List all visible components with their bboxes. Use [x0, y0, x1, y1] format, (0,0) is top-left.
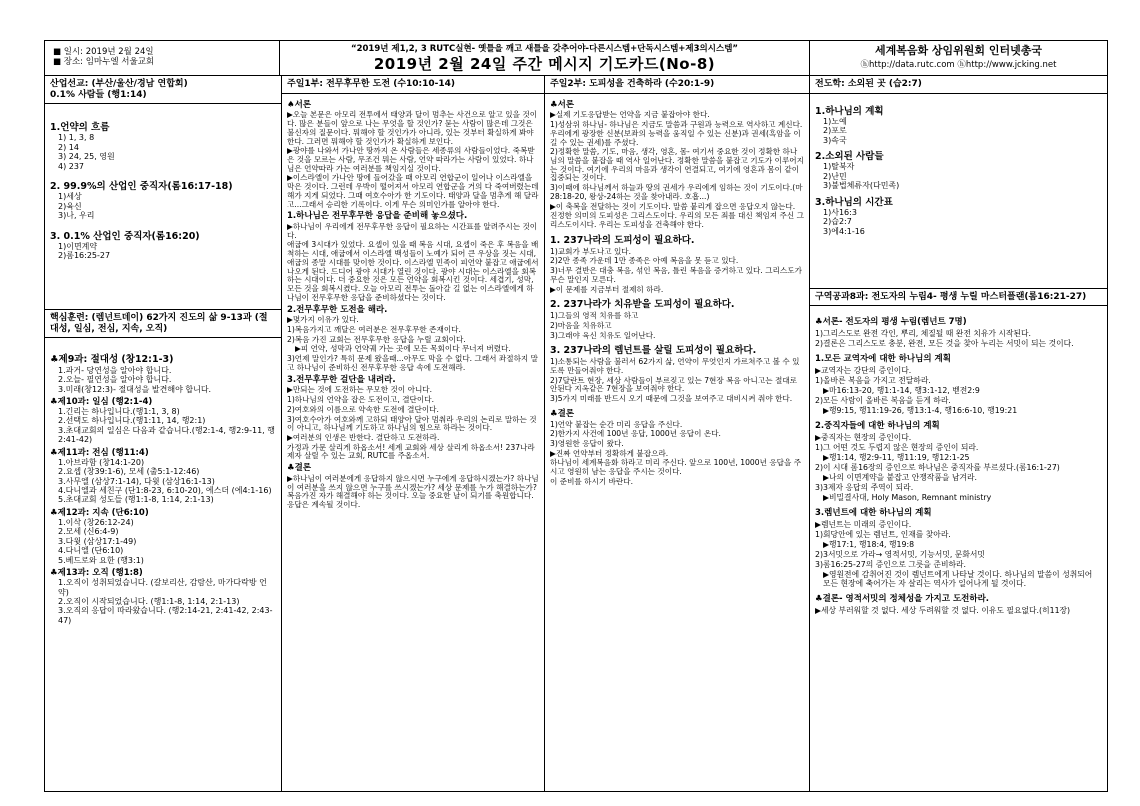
paragraph: 3)언제 말인가? 특히 문제 왔을때...아무도 막을 수 없다. 그래서 좌절하지 말고 하나님이 준비하신 전무후무한 응답 속에 도전해라. [287, 354, 539, 372]
paragraph: ▶교역자는 강단의 증인이다. [815, 366, 912, 375]
title-box [280, 41, 810, 76]
column-body [810, 94, 1107, 288]
paragraph: 1)그들의 영적 치유를 하고 [550, 311, 639, 321]
lesson-title: ♣제12과: 지속 (단6:10) [50, 507, 149, 518]
column-caption: 전도학: 소외된 곳 (습2:7) [810, 76, 1107, 94]
paragraph: ▶이 축복을 전달하는 것이 기도이다. 말씀 붙리게 잡으면 응답오지 않는다. [550, 201, 796, 211]
list-item: 3.사무엘 (삼상7:1-14), 다윗 (삼상16:1-13) [58, 476, 215, 486]
list-item: 1)세상 [58, 192, 82, 202]
paragraph: 2)한가지 사건에 100년 응답, 1000년 응답이 온다. [550, 429, 721, 439]
column-body [282, 94, 544, 514]
conclusion-title: ♣결론 [550, 408, 575, 419]
paragraph: ▶만되는 것에 도전하는 무모한 것이 아니다. [287, 385, 433, 395]
org-name: 세계복음화 상임위원회 인터넷총국 [874, 44, 1043, 57]
paragraph: 2)2만 종족 가운데 1만 종족은 아예 복음을 못 듣고 있다. [550, 256, 739, 266]
paragraph: 3)여호수아가 여호와께 고하되 태양아 달아 멈춰라 우리의 논리로 말하는 것이 아니고, 하나님께 기도하고 하나님의 힘으로 하라는 것이다. [287, 414, 537, 433]
cell-lesson-section [810, 288, 1107, 620]
paragraph: ▶실제 기도응답받는 언약을 지금 붙잡아야 한다. [550, 110, 710, 120]
list-item: 4.다니엘 (단6:10) [58, 546, 124, 556]
column-body [545, 94, 809, 491]
column-caption: 주일1부: 전무후무한 도전 (수10:10-14) [282, 76, 544, 94]
paragraph: 1)복음가지고 깨달은 여러분은 전무후무한 존재이다. [287, 325, 461, 334]
part-title: 2.전무후무한 도전을 해라. [287, 304, 388, 315]
cell-lesson-body [810, 306, 1107, 619]
paragraph: ▶하나님이 우리에게 전무후무한 응답이 필요하는 시간표를 알려주시는 것이다. [287, 222, 538, 240]
caption-line: 산업선교: (부산/울산/경남 연합회) [50, 79, 188, 89]
list-item: 3)나, 우리 [58, 211, 95, 221]
paragraph: 3)3제자 응답의 주역이 되라. [815, 483, 914, 493]
column-sunday-service-1 [282, 76, 545, 791]
list-item: 2.요셉 (창39:1-6), 모세 (출5:1-12:46) [58, 467, 200, 477]
list-item: 2)롬16:25-27 [58, 251, 111, 261]
lesson-title: ♣제9과: 절대성 (창12:1-3) [50, 354, 174, 366]
cell-lesson-caption: 구역공과8과: 전도자의 누림4- 평생 누릴 마스터플랜(롬16:21-27) [810, 289, 1107, 307]
paragraph: ▶영원전에 감취어진 것이 렘넌트에게 나타날 것이다. 하나님의 말씀이 성취되어 모든 현장에 축어가는 자 살리는 역사가 일어나게 될 것이다. [823, 570, 1093, 589]
paragraph: 1)그 어떤 것도 두렵지 않은 현장의 증인이 되라. [815, 443, 979, 453]
list-item: 5.베드로와 요한 (행3:1) [58, 555, 144, 565]
conclusion-title: ♣결론 [287, 463, 312, 474]
part-title: 2. 237나라가 치유받을 도피성이 필요하다. [550, 299, 735, 311]
paragraph: ▶중직자는 현장의 증인이다. [815, 433, 912, 443]
list-item: 2)난민 [823, 171, 847, 181]
date-line: ■ 일시: 2019년 2월 24일 [53, 47, 154, 57]
list-item: 1.긴리는 하나입니다.(행1:1, 3, 8) [58, 406, 180, 416]
paragraph: ▶행17:1, 행18:4, 행19:8 [823, 540, 915, 550]
list-item: 2.모세 (신6:4-9) [58, 527, 119, 537]
paragraph: 1)소통되는 사람을 불러서 62가지 삶, 언약이 무엇인지 가르쳐주고 볼 수 있도록 만들어줘야 한다. [550, 357, 800, 375]
place-line: ■ 장소: 임마누엘 서울교회 [53, 57, 155, 68]
paragraph: 3)롬16:25-27의 증인으로 그릇을 준비하라. [815, 560, 967, 570]
paragraph: ▶렘넌트는 미래의 증인이다. [815, 520, 912, 530]
section-title: 2.소외된 사람들 [815, 151, 884, 163]
paragraph: 2)정확한 말씀, 기도, 마음, 생각, 영혼, 몸- 여기서 중요한 것이 정확한 하나님의 말씀을 붙잡을 때 역사 일어난다. 정확한 말씀을 붙잡고 기도가 이루어지는 것이다. 여기에 우리의 마음과 생각이 연결되고, 여기에 영혼과 몸이 같이 집중되는 것이다. [550, 147, 804, 183]
section-title: 1.언약의 흐름 [50, 122, 110, 134]
paragraph: ▶마16:13-20, 행1:1-14, 행3:1-12, 벧전2:9 [823, 386, 980, 396]
part-title: 3. 237나라의 렘넌트를 살릴 도피성이 필요하다. [550, 345, 757, 357]
paragraph: ▶몇가지 이유가 있다. [287, 315, 359, 325]
lesson-title: ♣제13과: 오직 (행1:8) [50, 568, 143, 579]
date-place-box [45, 41, 280, 76]
part-title: 3.렘넌트에 대한 하나님의 계획 [815, 508, 932, 519]
paragraph: 2)결론은 그리스도로 충분, 완전, 모든 것을 찾아 누리는 서밋이 되는 것이다. [815, 339, 1074, 349]
paragraph: ▶진짜 언약부터 정확하게 붙잡으라. [550, 448, 669, 458]
list-item: 1)탈북자 [823, 162, 855, 172]
list-item: 2) 14 [58, 142, 79, 152]
list-item: 1)사16:3 [823, 207, 857, 217]
section-title: 1.하나님의 계획 [815, 105, 884, 117]
list-item: 3) 24, 25, 영원 [58, 152, 115, 162]
org-urls: ⓗhttp://data.rutc.com ⓗhttp://www.jcking.net [860, 59, 1057, 70]
paragraph: 1)회당안에 있는 렘넌트, 인재를 찾아라. [815, 530, 951, 540]
list-item: 3.초대교회의 일심은 다음과 같습니다.(행2:1-4, 행2:9-11, 행2:41-42) [58, 425, 275, 445]
page-title: 2019년 2월 24일 주간 메시지 기도카드(No-8) [373, 55, 716, 74]
list-item: 3.다윗 (삼상17:1-49) [58, 536, 137, 546]
list-item: 2)포로 [823, 126, 847, 136]
paragraph: 3)영원한 응답이 왔다. [550, 439, 624, 449]
paragraph: ▶행1:14, 행2:9-11, 행11:19, 행12:1-25 [823, 453, 970, 463]
paragraph: 3)그래야 육신 치유도 일어난다. [550, 330, 656, 340]
paragraph: 2)복음 가진 교회는 전무후무한 응답을 누릴 교회이다. [287, 334, 466, 344]
paragraph: 1)그리스도로 완전 각인, 뿌리, 체질될 때 완전 치유가 시작된다. [815, 329, 1032, 339]
conclusion-title: ♣결론- 영적서밋의 정체성을 가지고 도전하라. [815, 594, 990, 605]
part-title: 1.하나님은 전무후무한 응답을 준비해 놓으셨다. [287, 211, 468, 222]
paragraph: ▶피 언약, 성막과 언약궤 가는 곳에 모든 목회이다 무너져 버렸다. [295, 344, 511, 354]
list-item: 2)습2:7 [823, 217, 852, 227]
list-item: 1.아브라함 (창14:1-20) [58, 457, 145, 467]
list-item: 3)속국 [823, 135, 847, 145]
list-item: 1)노예 [823, 116, 847, 126]
lessons-body [45, 338, 281, 629]
part-title: 2.중직자들에 대한 하나님의 계획 [815, 421, 940, 432]
column-sunday-service-2 [545, 76, 810, 791]
paragraph: 1)언약 붙잡는 순간 미리 응답을 주신다. [550, 419, 683, 429]
list-item: 3.오직의 응답이 따라왔습니다. (행2:14-21, 2:41-42, 2:43-47) [58, 606, 273, 625]
paragraph: ▶나의 이면계약을 붙잡고 안쟁작품을 남겨라. [823, 473, 977, 483]
list-item: 1) 1, 3, 8 [58, 133, 95, 143]
paragraph: 애굽에 3시대가 있었다. 요셉이 있을 때 복음 시대, 요셉이 죽은 후 복음을 배척하는 시대, 애굽에서 이스라엘 백성들이 노예가 되어 큰 우상을 짓는 시대, 애굽의 종말 시대를 맞이한 것이다. 이스라엘 민족이 피언약 붙잡고 애굽에서 나오게 된다. 드디어 광야 시대가 열린 것이다. 광야 시대는 이스라엘을 회복하는 시대이다. 더 중요한 것은 모든 언약을 회복시킨 것이다. 세겹기, 성막, 모든 것을 회복시켰다. 오늘 아모리 전투는 돌아갈 길 없는 이스라엘에게 하나님이 전무후무한 응답을 준비하셨다는 것이다. [287, 240, 539, 302]
part-title: 3.전무후무한 걸단을 내려라. [287, 374, 396, 385]
list-item: 3.미래(창12:3)- 절대성을 발견해야 합니다. [58, 384, 212, 394]
intro-title: ♠서론 [287, 99, 312, 110]
list-item: 5.초대교회 성도들 (행1:1-8, 1:14, 2:1-13) [58, 495, 214, 505]
paragraph: ▶여러분의 인생은 반한다. 결단하고 도전하라. [287, 432, 440, 442]
paragraph: ▶행9:15, 행11:19-26, 행13:1-4, 행16:6-10, 행19:21 [823, 406, 1018, 416]
paragraph: 2)3서밋으로 가라→ 영적서밋, 기능서밋, 문화서밋 [815, 550, 985, 560]
paragraph: 2)마음을 치유하고 [550, 320, 612, 330]
paragraph: ▶하나님이 여러분에게 응답하지 않으시면 누구에게 응답하시겠는가? 하나님이 여러분을 쓰지 않으면 누구를 쓰시겠는가? 세상 문제를 누가 해결하는가? 복음가진 자가 해결해야 하는 것이다. 오늘 중요한 날이 되기를 축원합니다. 응답은 계속될 것이다. [287, 473, 539, 510]
paragraph: 1)올바른 복음을 가지고 전달하라. [815, 376, 931, 386]
paragraph: 3)5가지 미래를 반드시 오기 때문에 그것을 보여주고 대비시켜 줘야 한다. [550, 394, 793, 404]
list-item: 2)육신 [58, 201, 82, 211]
list-item: 4.다니엘과 세친구 (단1:8-23, 6:10-20), 에스더 (에4:1-16) [58, 486, 272, 496]
list-item: 2.오직이 시작되었습니다. (행1:1-8, 1:14, 2:1-13) [58, 597, 240, 607]
list-item: 2.오늘- 필연성을 알아야 합니다. [58, 375, 172, 385]
paragraph: 1)성삼위 하나님- 하나님은 지금도 말씀과 구원과 능력으로 역사하고 계신다. 우리에게 광장한 신분(보좌의 능력을 움직일 수 있는 신분)과 권세(흑암을 이길 수 있는 권세)를 주셨다. [550, 120, 803, 147]
lesson-title: ♣제11과: 전심 (행11:4) [50, 447, 149, 458]
list-item: 1.과거- 당연성을 알아야 합니다. [58, 365, 172, 375]
core-training-section [45, 309, 281, 629]
paragraph: 가정과 가문 살리게 하옵소서! 세계 교회와 세상 살리게 하옵소서! 237나라 제자 살릴 수 있는 교회, RUTC를 주옵소서. [287, 442, 535, 461]
section-title: 3. 0.1% 산업인 중직자(롬16:20) [50, 230, 200, 242]
paragraph: 2)7달란트 현장, 세상 사람들이 부르짖고 있는 7현장 복음 아니고는 절대로 안된다 지옥같은 7현장을 보여줘야 한다. [550, 375, 797, 394]
org-box [810, 41, 1107, 76]
column-industry-mission [45, 76, 282, 791]
paragraph: 2)이 시대 롬16장의 증인으로 하나님은 중직자를 부르셨다.(롬16:1-27) [815, 463, 1060, 473]
intro-title: ♣서론- 전도자의 평생 누림(렘넌트 7명) [815, 317, 967, 328]
paragraph: 이 준비를 하시기 바란다. [550, 476, 634, 486]
column-body [45, 104, 281, 309]
paragraph: ▶이스라엘이 가나안 땅에 들어갔을 때 아모리 연합군이 일어나 이스라엘을 막은 것이다. 그런데 우박이 떨어져서 아모리 연합군을 거의 다 죽여버렸는데 해가 지게 되었다. 그때 여호수아가 한 기도이다. 태양과 달을 멈추게 해 달라고...그래서 승리한 기록이다. 이게 무슨 의미인가를 알아야 한다. [287, 173, 539, 209]
paragraph: ▶비밀결사대, Holy Mason, Remnant ministry [823, 493, 992, 503]
list-item: 2.선택도 하나입니다.(행1:11, 14, 행2:1) [58, 416, 206, 426]
paragraph: 2)여호와의 이름으로 약속한 도전에 결단이다. [287, 404, 439, 414]
part-title: 1.모든 교역자에 대한 하나님의 계획 [815, 354, 951, 365]
list-item: 1.이삭 (창26:12-24) [58, 517, 134, 527]
paragraph: 1)하나님의 언약을 잡은 도전이고, 결단이다. [287, 395, 434, 405]
lesson-title: ♣제10과: 일심 (행2:1-4) [50, 396, 153, 407]
paragraph: ▶세상 부러워할 것 없다. 세상 두려워할 것 없다. 이유도 필요없다.(히11장) [815, 606, 1071, 616]
paragraph: 진정한 의미의 도피성은 그리스도이다. 우리의 모든 죄를 대신 책임져 주신 그리스도이시다. 우리는 도피성을 건축해야 한다. [550, 211, 804, 229]
paragraph: 1)교회가 부도나고 있다. [550, 246, 632, 256]
prayer-card [44, 40, 1108, 792]
list-item: 3)에4:1-16 [823, 226, 865, 236]
paragraph: 3)너무 결반은 대충 복음, 섞인 복음, 틀린 복음을 증거하고 있다. 그리스도가 무슨 말인지 모른다. [550, 266, 802, 284]
part-title: 1. 237나라의 도피성이 필요하다. [550, 234, 695, 246]
intro-title: ♣서론 [550, 99, 575, 110]
section-title: 2. 99.9%의 산업인 중직자(롬16:17-18) [50, 181, 233, 193]
paragraph: ▶광야를 나와서 가나안 땅까지 온 사람들은 세종류의 사람들이었다. 죽복받은 것을 모르는 사람, 무조건 뭐는 사람, 언약 따라가는 사람이 있었다. 하나님은 언약따라 가는 여러분를 책임지실 것이다. [287, 146, 535, 173]
column-evangelism [810, 76, 1107, 791]
section-title: 3.하나님의 시간표 [815, 196, 893, 208]
paragraph: 3)이때에 하나님께서 하늘과 땅의 권세가 우리에게 임하는 것이 기도이다.(마28:18-20, 왕상-24하는 것을 찾아내라. 호흡...) [550, 183, 803, 201]
column-caption [45, 76, 281, 104]
slogan: “2019년 제1,2, 3 RUTC실현- 옛틀을 깨고 새틀을 갖추어야-다른시스템+단독시스템+제3의시스템” [351, 44, 738, 54]
list-item: 4) 237 [58, 161, 85, 171]
paragraph: ▶이 문제를 지금부터 절제히 하라. [550, 284, 664, 294]
core-training-caption: 핵심훈련: (렘넌트데이) 62가지 진도의 삶 9-13과 (절대성, 일심, 전심, 지속, 오직) [45, 310, 281, 338]
card-header [45, 41, 1107, 76]
list-item: 1.오직이 성취되었습니다. (갈보리산, 감람산, 마가다락방 언약) [58, 578, 267, 597]
column-caption: 주일2부: 도피성을 건축하라 (수20:1-9) [545, 76, 809, 94]
caption-line: 0.1% 사람들 (행1:14) [50, 89, 147, 100]
paragraph: ▶오늘 본문은 아모리 전투에서 태양과 달이 멈추는 사건으로 알고 있을 것이다. 많은 분들이 앞으로 나는 무엇을 할 것인가? 묻는 사람이 많은데 그것은 불신자의 질문이다. 뭐해야 할 것인가가 아니라, 있는 것부터 확실하게 봐야 한다. 그러면 뭐해야 할 것인가가 확실하게 보인다. [287, 110, 538, 146]
list-item: 1)이면계약 [58, 241, 98, 251]
paragraph: 하나님이 세계복음화 하라고 미리 주신다. 앞으로 100년, 1000년 응답을 주시고 영원히 남는 응답을 주시는 것이다. [550, 458, 802, 477]
list-item: 3)불법체류자(다민족) [823, 181, 900, 191]
paragraph: 2)모든 사람이 올바른 복음을 듣게 하라. [815, 396, 951, 406]
